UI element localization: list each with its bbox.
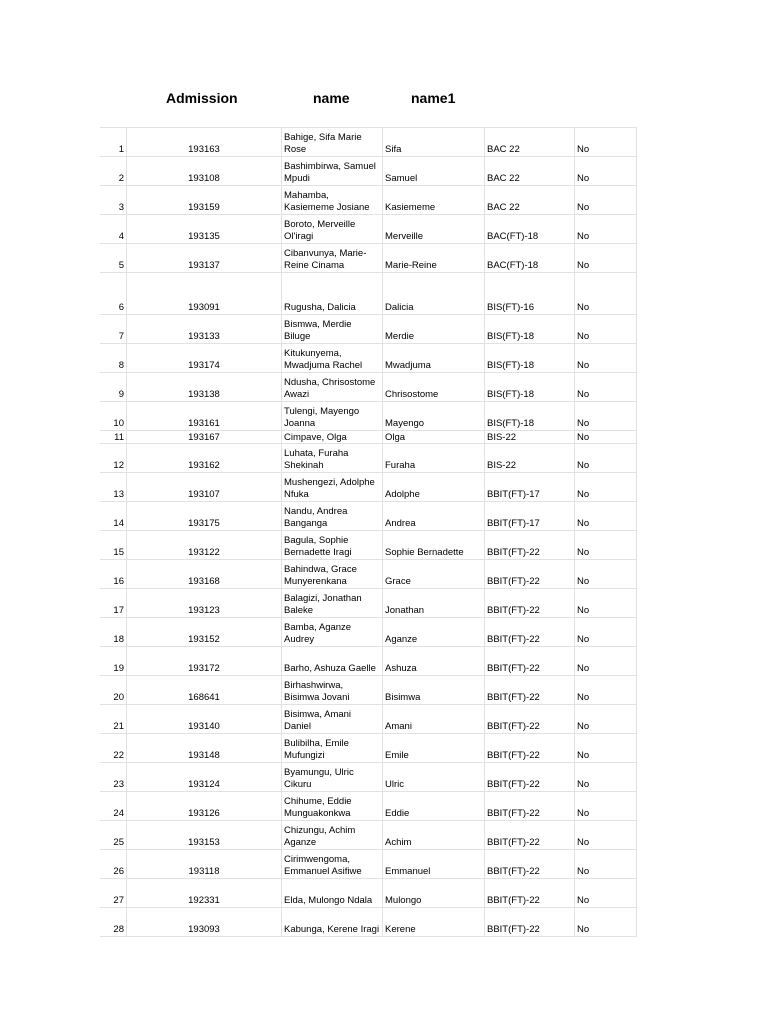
first-name-cell: Jonathan xyxy=(383,589,485,618)
flag-cell: No xyxy=(575,560,637,589)
flag-cell: No xyxy=(575,647,637,676)
table-row xyxy=(100,273,637,315)
flag-cell: No xyxy=(575,821,637,850)
row-index: 16 xyxy=(100,560,127,589)
table-row xyxy=(100,734,637,763)
program-cell: BBIT(FT)-22 xyxy=(485,705,575,734)
flag-cell: No xyxy=(575,373,637,402)
admission-cell: 193174 xyxy=(127,344,282,373)
first-name-cell: Aganze xyxy=(383,618,485,647)
admission-cell: 193122 xyxy=(127,531,282,560)
first-name-cell: Grace xyxy=(383,560,485,589)
admission-cell: 193162 xyxy=(127,444,282,473)
full-name-cell: Byamungu, Ulric Cikuru xyxy=(282,763,383,792)
full-name-cell: Barho, Ashuza Gaelle xyxy=(282,647,383,676)
first-name-cell: Achim xyxy=(383,821,485,850)
full-name-cell: Balagizi, Jonathan Baleke xyxy=(282,589,383,618)
flag-cell: No xyxy=(575,908,637,937)
program-cell: BBIT(FT)-22 xyxy=(485,531,575,560)
first-name-cell: Emmanuel xyxy=(383,850,485,879)
flag-cell: No xyxy=(575,705,637,734)
first-name-cell: Mwadjuma xyxy=(383,344,485,373)
flag-cell: No xyxy=(575,850,637,879)
row-index: 9 xyxy=(100,373,127,402)
row-index: 6 xyxy=(100,273,127,315)
row-index: 23 xyxy=(100,763,127,792)
full-name-cell: Elda, Mulongo Ndala xyxy=(282,879,383,908)
program-cell: BIS-22 xyxy=(485,444,575,473)
admission-cell: 193175 xyxy=(127,502,282,531)
first-name-cell: Ulric xyxy=(383,763,485,792)
full-name-cell: Cibanvunya, Marie-Reine Cinama xyxy=(282,244,383,273)
full-name-cell: Mushengezi, Adolphe Nfuka xyxy=(282,473,383,502)
full-name-cell: Bahindwa, Grace Munyerenkana xyxy=(282,560,383,589)
table-row xyxy=(100,402,637,431)
row-index: 1 xyxy=(100,128,127,157)
table-row xyxy=(100,373,637,402)
flag-cell: No xyxy=(575,676,637,705)
program-cell: BBIT(FT)-22 xyxy=(485,560,575,589)
flag-cell: No xyxy=(575,734,637,763)
flag-cell: No xyxy=(575,589,637,618)
full-name-cell: Bamba, Aganze Audrey xyxy=(282,618,383,647)
table-row xyxy=(100,647,637,676)
program-cell: BAC 22 xyxy=(485,186,575,215)
full-name-cell: Bahige, Sifa Marie Rose xyxy=(282,128,383,157)
admission-cell: 168641 xyxy=(127,676,282,705)
program-cell: BIS(FT)-16 xyxy=(485,273,575,315)
first-name-cell: Merdie xyxy=(383,315,485,344)
table-row xyxy=(100,560,637,589)
admission-cell: 193148 xyxy=(127,734,282,763)
row-index: 19 xyxy=(100,647,127,676)
flag-cell: No xyxy=(575,402,637,431)
flag-cell: No xyxy=(575,473,637,502)
full-name-cell: Bisimwa, Amani Daniel xyxy=(282,705,383,734)
program-cell: BBIT(FT)-22 xyxy=(485,821,575,850)
program-cell: BIS(FT)-18 xyxy=(485,315,575,344)
table-row xyxy=(100,850,637,879)
table-row xyxy=(100,215,637,244)
admission-cell: 193093 xyxy=(127,908,282,937)
first-name-cell: Dalicia xyxy=(383,273,485,315)
flag-cell: No xyxy=(575,315,637,344)
admission-cell: 193118 xyxy=(127,850,282,879)
first-name-cell: Bisimwa xyxy=(383,676,485,705)
admission-cell: 193159 xyxy=(127,186,282,215)
flag-cell: No xyxy=(575,618,637,647)
row-index: 20 xyxy=(100,676,127,705)
admission-cell: 193167 xyxy=(127,431,282,444)
table-row xyxy=(100,792,637,821)
flag-cell: No xyxy=(575,244,637,273)
row-index: 26 xyxy=(100,850,127,879)
program-cell: BBIT(FT)-22 xyxy=(485,734,575,763)
full-name-cell: Chihume, Eddie Munguakonkwa xyxy=(282,792,383,821)
row-index: 28 xyxy=(100,908,127,937)
flag-cell: No xyxy=(575,763,637,792)
first-name-cell: Amani xyxy=(383,705,485,734)
first-name-cell: Olga xyxy=(383,431,485,444)
row-index: 22 xyxy=(100,734,127,763)
program-cell: BAC 22 xyxy=(485,157,575,186)
full-name-cell: Ndusha, Chrisostome Awazi xyxy=(282,373,383,402)
row-index: 21 xyxy=(100,705,127,734)
row-index: 5 xyxy=(100,244,127,273)
first-name-cell: Sifa xyxy=(383,128,485,157)
table-row xyxy=(100,186,637,215)
header-admission: Admission xyxy=(166,90,238,106)
first-name-cell: Andrea xyxy=(383,502,485,531)
full-name-cell: Bulibilha, Emile Mufungizi xyxy=(282,734,383,763)
first-name-cell: Emile xyxy=(383,734,485,763)
full-name-cell: Kitukunyema, Mwadjuma Rachel xyxy=(282,344,383,373)
admission-cell: 193108 xyxy=(127,157,282,186)
flag-cell: No xyxy=(575,157,637,186)
student-table xyxy=(100,127,637,937)
first-name-cell: Chrisostome xyxy=(383,373,485,402)
row-index: 10 xyxy=(100,402,127,431)
table-row xyxy=(100,531,637,560)
admission-cell: 193168 xyxy=(127,560,282,589)
row-index: 14 xyxy=(100,502,127,531)
row-index: 13 xyxy=(100,473,127,502)
program-cell: BBIT(FT)-22 xyxy=(485,792,575,821)
full-name-cell: Cimpave, Olga xyxy=(282,431,383,444)
program-cell: BBIT(FT)-22 xyxy=(485,850,575,879)
program-cell: BIS(FT)-18 xyxy=(485,373,575,402)
admission-cell: 193138 xyxy=(127,373,282,402)
full-name-cell: Rugusha, Dalicia xyxy=(282,273,383,315)
first-name-cell: Adolphe xyxy=(383,473,485,502)
program-cell: BBIT(FT)-17 xyxy=(485,473,575,502)
program-cell: BAC 22 xyxy=(485,128,575,157)
row-index: 2 xyxy=(100,157,127,186)
flag-cell: No xyxy=(575,502,637,531)
student-table-body xyxy=(100,128,637,937)
table-row xyxy=(100,315,637,344)
full-name-cell: Bagula, Sophie Bernadette Iragi xyxy=(282,531,383,560)
admission-cell: 193153 xyxy=(127,821,282,850)
program-cell: BIS(FT)-18 xyxy=(485,344,575,373)
first-name-cell: Merveille xyxy=(383,215,485,244)
first-name-cell: Sophie Bernadette xyxy=(383,531,485,560)
program-cell: BBIT(FT)-22 xyxy=(485,879,575,908)
row-index: 15 xyxy=(100,531,127,560)
admission-cell: 193137 xyxy=(127,244,282,273)
full-name-cell: Luhata, Furaha Shekinah xyxy=(282,444,383,473)
table-row xyxy=(100,705,637,734)
table-row xyxy=(100,618,637,647)
table-row xyxy=(100,821,637,850)
table-row xyxy=(100,157,637,186)
table-row xyxy=(100,244,637,273)
program-cell: BBIT(FT)-22 xyxy=(485,908,575,937)
full-name-cell: Nandu, Andrea Banganga xyxy=(282,502,383,531)
table-row xyxy=(100,676,637,705)
table-row xyxy=(100,344,637,373)
full-name-cell: Tulengi, Mayengo Joanna xyxy=(282,402,383,431)
flag-cell: No xyxy=(575,273,637,315)
program-cell: BAC(FT)-18 xyxy=(485,244,575,273)
first-name-cell: Ashuza xyxy=(383,647,485,676)
row-index: 4 xyxy=(100,215,127,244)
first-name-cell: Mayengo xyxy=(383,402,485,431)
header-name1: name1 xyxy=(411,90,456,106)
first-name-cell: Samuel xyxy=(383,157,485,186)
admission-cell: 193135 xyxy=(127,215,282,244)
flag-cell: No xyxy=(575,215,637,244)
full-name-cell: Chizungu, Achim Aganze xyxy=(282,821,383,850)
flag-cell: No xyxy=(575,792,637,821)
full-name-cell: Bismwa, Merdie Biluge xyxy=(282,315,383,344)
admission-cell: 193133 xyxy=(127,315,282,344)
table-row xyxy=(100,589,637,618)
first-name-cell: Mulongo xyxy=(383,879,485,908)
admission-cell: 193091 xyxy=(127,273,282,315)
full-name-cell: Cirimwengoma, Emmanuel Asifiwe xyxy=(282,850,383,879)
table-row xyxy=(100,502,637,531)
program-cell: BIS(FT)-18 xyxy=(485,402,575,431)
row-index: 12 xyxy=(100,444,127,473)
row-index: 24 xyxy=(100,792,127,821)
row-index: 18 xyxy=(100,618,127,647)
flag-cell: No xyxy=(575,444,637,473)
full-name-cell: Bashimbirwa, Samuel Mpudi xyxy=(282,157,383,186)
full-name-cell: Kabunga, Kerene Iragi xyxy=(282,908,383,937)
admission-cell: 193172 xyxy=(127,647,282,676)
full-name-cell: Mahamba, Kasiememe Josiane xyxy=(282,186,383,215)
program-cell: BBIT(FT)-22 xyxy=(485,647,575,676)
row-index: 27 xyxy=(100,879,127,908)
admission-cell: 193163 xyxy=(127,128,282,157)
program-cell: BBIT(FT)-22 xyxy=(485,676,575,705)
flag-cell: No xyxy=(575,431,637,444)
row-index: 11 xyxy=(100,431,127,444)
program-cell: BBIT(FT)-17 xyxy=(485,502,575,531)
first-name-cell: Marie-Reine xyxy=(383,244,485,273)
table-row xyxy=(100,431,637,444)
program-cell: BAC(FT)-18 xyxy=(485,215,575,244)
flag-cell: No xyxy=(575,344,637,373)
full-name-cell: Boroto, Merveille Ol'iragi xyxy=(282,215,383,244)
admission-cell: 193161 xyxy=(127,402,282,431)
flag-cell: No xyxy=(575,186,637,215)
flag-cell: No xyxy=(575,531,637,560)
first-name-cell: Eddie xyxy=(383,792,485,821)
program-cell: BIS-22 xyxy=(485,431,575,444)
program-cell: BBIT(FT)-22 xyxy=(485,618,575,647)
row-index: 7 xyxy=(100,315,127,344)
row-index: 8 xyxy=(100,344,127,373)
table-row xyxy=(100,908,637,937)
admission-cell: 193126 xyxy=(127,792,282,821)
full-name-cell: Birhashwirwa, Bisimwa Jovani xyxy=(282,676,383,705)
table-row xyxy=(100,879,637,908)
admission-cell: 192331 xyxy=(127,879,282,908)
admission-cell: 193140 xyxy=(127,705,282,734)
flag-cell: No xyxy=(575,879,637,908)
first-name-cell: Kasiememe xyxy=(383,186,485,215)
admission-cell: 193124 xyxy=(127,763,282,792)
flag-cell: No xyxy=(575,128,637,157)
table-row xyxy=(100,128,637,157)
first-name-cell: Kerene xyxy=(383,908,485,937)
table-row xyxy=(100,444,637,473)
table-row xyxy=(100,473,637,502)
header-name: name xyxy=(313,90,350,106)
admission-cell: 193152 xyxy=(127,618,282,647)
table-row xyxy=(100,763,637,792)
row-index: 3 xyxy=(100,186,127,215)
program-cell: BBIT(FT)-22 xyxy=(485,763,575,792)
admission-cell: 193107 xyxy=(127,473,282,502)
admission-cell: 193123 xyxy=(127,589,282,618)
row-index: 25 xyxy=(100,821,127,850)
first-name-cell: Furaha xyxy=(383,444,485,473)
program-cell: BBIT(FT)-22 xyxy=(485,589,575,618)
row-index: 17 xyxy=(100,589,127,618)
